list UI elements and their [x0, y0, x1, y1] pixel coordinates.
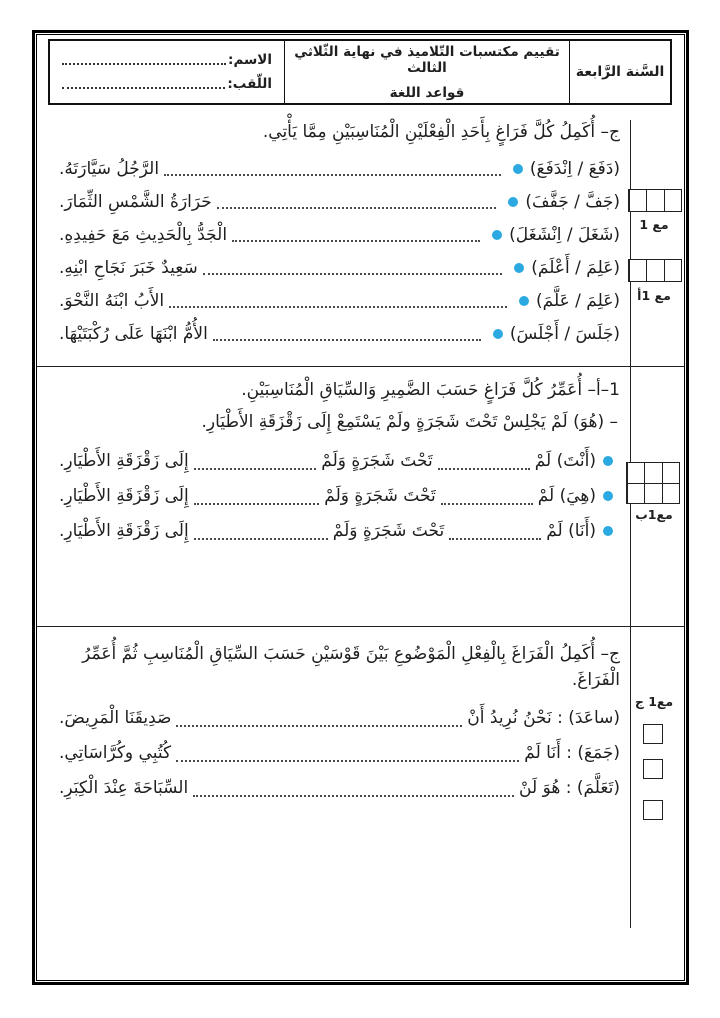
bullet-icon: [508, 197, 518, 207]
answer-blank: [194, 468, 317, 470]
answer-blank: [194, 538, 328, 540]
exercise-line: [59, 479, 620, 514]
sentence-completion: الْجَدُّ بِالْحَدِيثِ مَعَ حَفِيدِهِ.: [59, 224, 228, 245]
bullet-icon: [514, 263, 524, 273]
first-name-row: [60, 48, 272, 72]
score-label: مع 1أ: [637, 288, 671, 303]
exercise-line: [59, 251, 620, 284]
answer-blank: [217, 207, 497, 209]
sentence-completion: سَعِيدٌ خَبَرَ نَجَاحِ ابْنِهِ.: [59, 257, 198, 278]
section-2-title: 1–أ– أُعَمِّرُ كُلَّ فَرَاغٍ حَسَبَ الضَّمِيرِ وَالسِّيَاقِ الْمُنَاسِبَيْنِ.: [241, 380, 620, 400]
pronoun-label: (أَنْتَ) لَمْ: [534, 451, 596, 472]
section-3-title: ج– أُكَمِلُ الْفَرَاغَ بِالْفِعْلِ الْمَوْضُوعِ بَيْنَ قَوْسَيْنِ حَسَبَ السِّيَاقِ الْمُنَاسِبِ ثُمَّ أُعَمِّرُ الْفَرَاغَ.: [82, 644, 620, 691]
exercise-line: [59, 317, 620, 350]
surname-label: اللّقب:: [227, 76, 272, 92]
bullet-icon: [603, 526, 613, 536]
surname-blank: [62, 87, 225, 89]
bullet-icon: [603, 456, 613, 466]
sentence-end: إِلَى زَقْزَقَةِ الأَطْيَارِ.: [59, 486, 189, 507]
exercise-line: [59, 736, 620, 771]
verb-pair-label: (جَفَّ / جَفَّفَ): [525, 191, 620, 212]
sentence-completion: الأَبُ ابْنَهُ النَّحْوَ.: [59, 290, 165, 311]
sentence-end: إِلَى زَقْزَقَةِ الأَطْيَارِ.: [59, 451, 189, 472]
pronoun-label: (هِيَ) لَمْ: [537, 486, 596, 507]
answer-blank: [176, 760, 519, 762]
grade-level-cell: [569, 41, 670, 103]
page-outer-border: [32, 30, 689, 985]
sentence-completion: صَدِيقَنَا الْمَرِيضَ.: [59, 708, 172, 729]
score-cell: [627, 463, 644, 483]
verb-pair-label: (دَفَعَ / اِنْدَفَعَ): [529, 158, 620, 179]
score-checkbox: [643, 759, 663, 779]
bullet-icon: [603, 491, 613, 501]
score-checkbox: [643, 800, 663, 820]
sentence-end: إِلَى زَقْزَقَةِ الأَطْيَارِ.: [59, 521, 189, 542]
exam-title: تقييم مكتسبات التّلاميذ في نهاية الثّلاثي الثالث: [294, 43, 560, 76]
bullet-icon: [513, 164, 523, 174]
answer-blank: [164, 174, 501, 176]
section-3: [37, 626, 684, 956]
score-cell: [662, 463, 679, 483]
answer-blank: [193, 795, 514, 797]
answer-blank: [232, 240, 480, 242]
exercise-line: [59, 514, 620, 549]
answer-blank: [441, 503, 533, 505]
sentence-completion: كُتُبِي وكُرَّاسَاتِي.: [59, 743, 172, 764]
verb-pair-label: (جَلَسَ / أَجْلَسَ): [509, 323, 620, 344]
score-cell: [664, 190, 681, 211]
exam-title-cell: [284, 41, 569, 103]
answer-blank: [213, 339, 481, 341]
score-cell: [629, 190, 646, 211]
subject-title: قواعد اللغة: [389, 84, 465, 101]
score-checkbox: [643, 724, 663, 744]
exercise-line: [59, 218, 620, 251]
verb-pair-label: (شَغَلَ / اِنْشَغَلَ): [509, 224, 620, 245]
score-grid: [628, 189, 682, 212]
answer-blank: [176, 725, 462, 727]
score-cell: [629, 260, 646, 281]
verb-lead-label: (تَعَلَّمَ) : هُوَ لَنْ: [519, 778, 620, 799]
exercise-line: [59, 444, 620, 479]
score-cell: [662, 483, 679, 503]
score-cell: [664, 260, 681, 281]
verb-lead-label: (ساعَدَ) : نَحْنُ نُرِيدُ أَنْ: [467, 708, 620, 729]
first-name-blank: [62, 63, 226, 65]
exam-body: [37, 111, 684, 980]
grade-level-label: السَّنة الرَّابعة: [575, 64, 665, 80]
answer-blank: [449, 538, 541, 540]
exercise-line: [59, 771, 620, 806]
answer-blank: [438, 468, 530, 470]
exercise-line: [59, 185, 620, 218]
page-inner-border: [36, 34, 685, 981]
score-cell: [644, 463, 661, 483]
first-name-label: الاسم:: [228, 52, 272, 68]
section-1: [37, 111, 684, 366]
bullet-icon: [493, 329, 503, 339]
score-cell: [646, 190, 663, 211]
sentence-middle: تَحْتَ شَجَرَةٍ وَلَمْ: [332, 521, 445, 542]
sentence-middle: تَحْتَ شَجَرَةٍ وَلَمْ: [324, 486, 436, 507]
student-identity-cell: [50, 41, 284, 103]
section-2-example: – (هُوَ) لَمْ يَجْلِسْ تَحْتَ شَجَرَةٍ ولَمْ يَسْتَمِعْ إِلَى زَقْزَقَةِ الأَطْيَارِ.: [201, 412, 618, 433]
score-cell: [646, 260, 663, 281]
sentence-middle: تَحْتَ شَجَرَةٍ وَلَمْ: [321, 451, 433, 472]
answer-blank: [194, 503, 320, 505]
score-label: مع 1: [639, 217, 669, 232]
sentence-completion: السِّبَاحَةَ عِنْدَ الْكِبَرِ.: [59, 778, 189, 799]
header-table: [48, 39, 672, 105]
score-grid: [626, 462, 680, 504]
exercise-line: [59, 701, 620, 736]
surname-row: [60, 72, 272, 96]
bullet-icon: [492, 230, 502, 240]
sentence-completion: حَرَارَةُ الشَّمْسِ الثِّمَارَ.: [59, 191, 212, 212]
answer-blank: [169, 306, 507, 308]
verb-pair-label: (عَلِمَ / أَعْلَمَ): [531, 257, 620, 278]
section-2: [37, 366, 684, 626]
section-1-title: ج– أُكَمِلُ كُلَّ فَرَاغٍ بِأَحَدِ الْفِعْلَيْنِ الْمُنَاسِبَيْنِ مِمَّا يَأْتِي.: [262, 122, 620, 142]
score-label: مع1ب: [635, 507, 673, 522]
sentence-completion: الأُمُّ ابْنَهَا عَلَى رُكْبَتَيْهَا.: [59, 323, 208, 344]
score-cell: [627, 483, 644, 503]
answer-blank: [203, 273, 503, 275]
verb-pair-label: (عَلِمَ / عَلَّمَ): [536, 290, 620, 311]
pronoun-label: (أَنَا) لَمْ: [546, 521, 596, 542]
score-grid: [628, 259, 682, 282]
exercise-line: [59, 152, 620, 185]
exercise-line: [59, 284, 620, 317]
score-label: مع1 ج: [634, 694, 674, 709]
bullet-icon: [519, 296, 529, 306]
score-cell: [644, 483, 661, 503]
sentence-completion: الرَّجُلُ سَيَّارَتَهُ.: [59, 158, 160, 179]
verb-lead-label: (جَمَعَ) : أَنَا لَمْ: [524, 743, 620, 764]
